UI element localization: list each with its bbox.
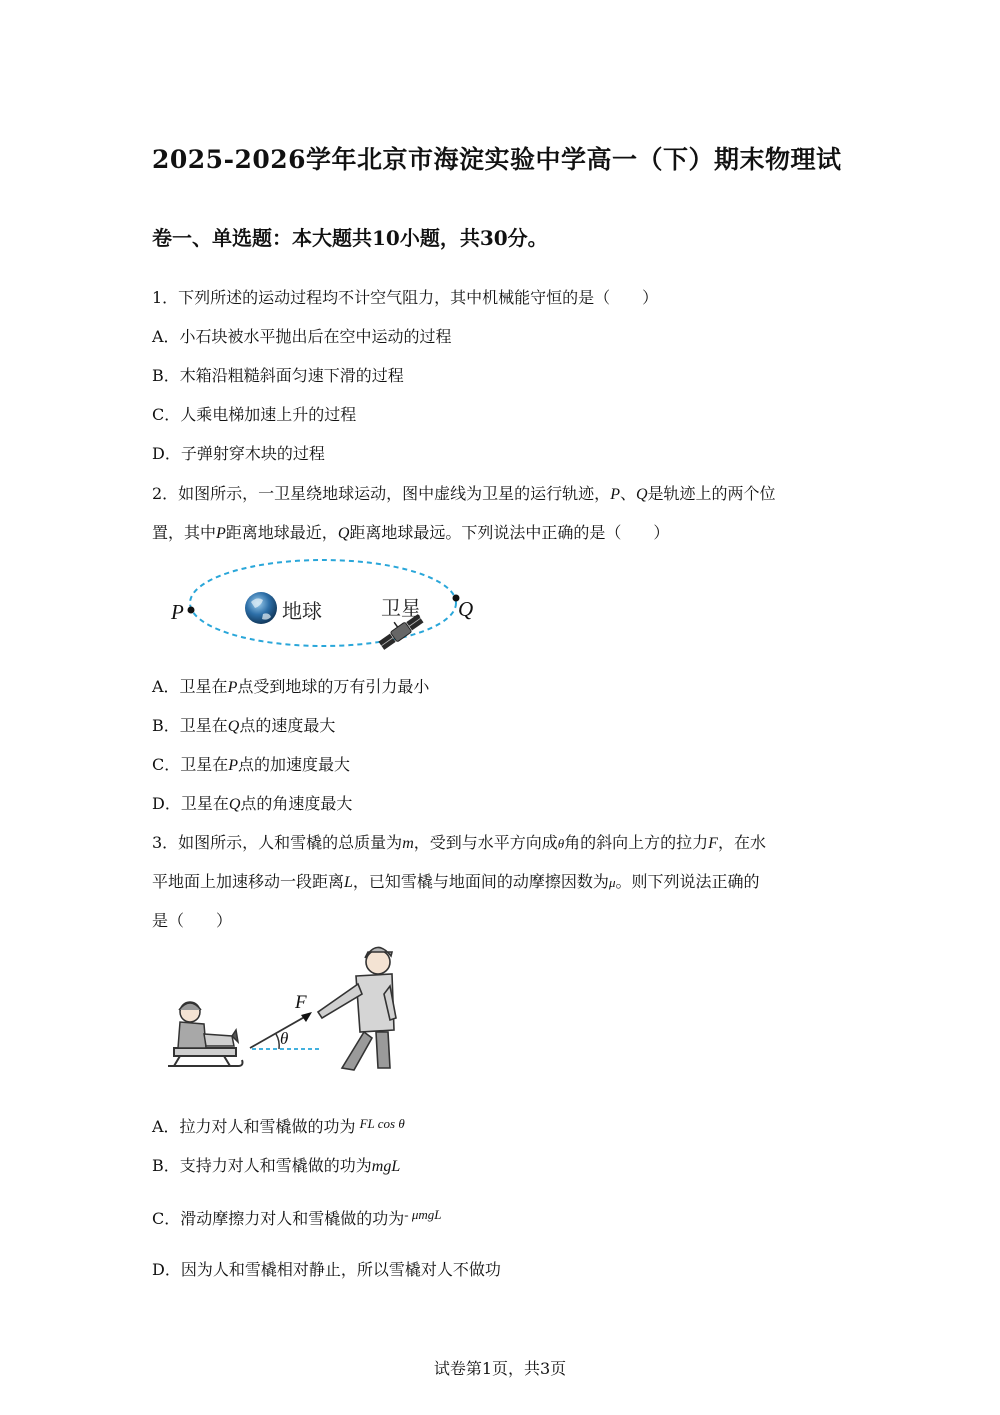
q2-option-c: C．卫星在P点的加速度最大 [152,755,351,774]
child-icon [178,1002,238,1048]
q1-stem: 1．下列所述的运动过程均不计空气阻力，其中机械能守恒的是（ ） [152,288,659,307]
q1-option-a: A．小石块被水平抛出后在空中运动的过程 [152,327,452,346]
label-theta: θ [280,1029,289,1048]
q3-option-b: B．支持力对人和雪橇做的功为mgL [152,1156,401,1175]
label-p: P [171,600,184,624]
q1-option-c: C．人乘电梯加速上升的过程 [152,405,357,424]
force-arrowhead [301,1012,312,1022]
q1-option-d: D．子弹射穿木块的过程 [152,444,325,463]
label-satellite: 卫星 [381,596,421,620]
adult-icon [318,947,396,1070]
q2-option-a: A．卫星在P点受到地球的万有引力最小 [152,677,430,696]
sled-icon [168,1048,243,1066]
q2-option-b: B．卫星在Q点的速度最大 [152,716,336,735]
q3-stem-line1: 3．如图所示，人和雪橇的总质量为m，受到与水平方向成θ角的斜向上方的拉力F，在水 [152,833,766,852]
q2-stem-line2: 置，其中P距离地球最近，Q距离地球最远。下列说法中正确的是（ ） [152,523,670,542]
label-earth: 地球 [282,599,322,623]
page-title: 2025-2026学年北京市海淀实验中学高一（下）期末物理试 [152,145,842,174]
label-f: F [295,992,307,1013]
q2-option-d: D．卫星在Q点的角速度最大 [152,794,353,813]
label-q: Q [458,597,474,621]
q3-stem-line2: 平地面上加速移动一段距离L，已知雪橇与地面间的动摩擦因数为μ。则下列说法正确的 [152,872,760,891]
q3-stem-line3: 是（ ） [152,911,233,930]
q1-option-b: B．木箱沿粗糙斜面匀速下滑的过程 [152,366,404,385]
q3-option-a: A．拉力对人和雪橇做的功为 $^{FL cos \theta}$ [152,1116,405,1136]
page-footer: 试卷第1页，共3页 [433,1359,567,1378]
q2-stem-line1: 2．如图所示，一卫星绕地球运动，图中虚线为卫星的运行轨迹，P、Q是轨迹上的两个位 [152,484,776,503]
q3-option-c: C．滑动摩擦力对人和雪橇做的功为$^{- \mu mgL}$ [152,1207,442,1228]
q3-option-d: D．因为人和雪橇相对静止，所以雪橇对人不做功 [152,1260,501,1279]
point-p [188,607,195,614]
earth-icon [245,592,277,624]
section-heading: 卷一、单选题：本大题共10小题，共30分。 [152,226,548,250]
angle-arc [276,1034,279,1049]
sled-pull-figure [160,938,410,1078]
satellite-orbit-figure [165,552,485,662]
